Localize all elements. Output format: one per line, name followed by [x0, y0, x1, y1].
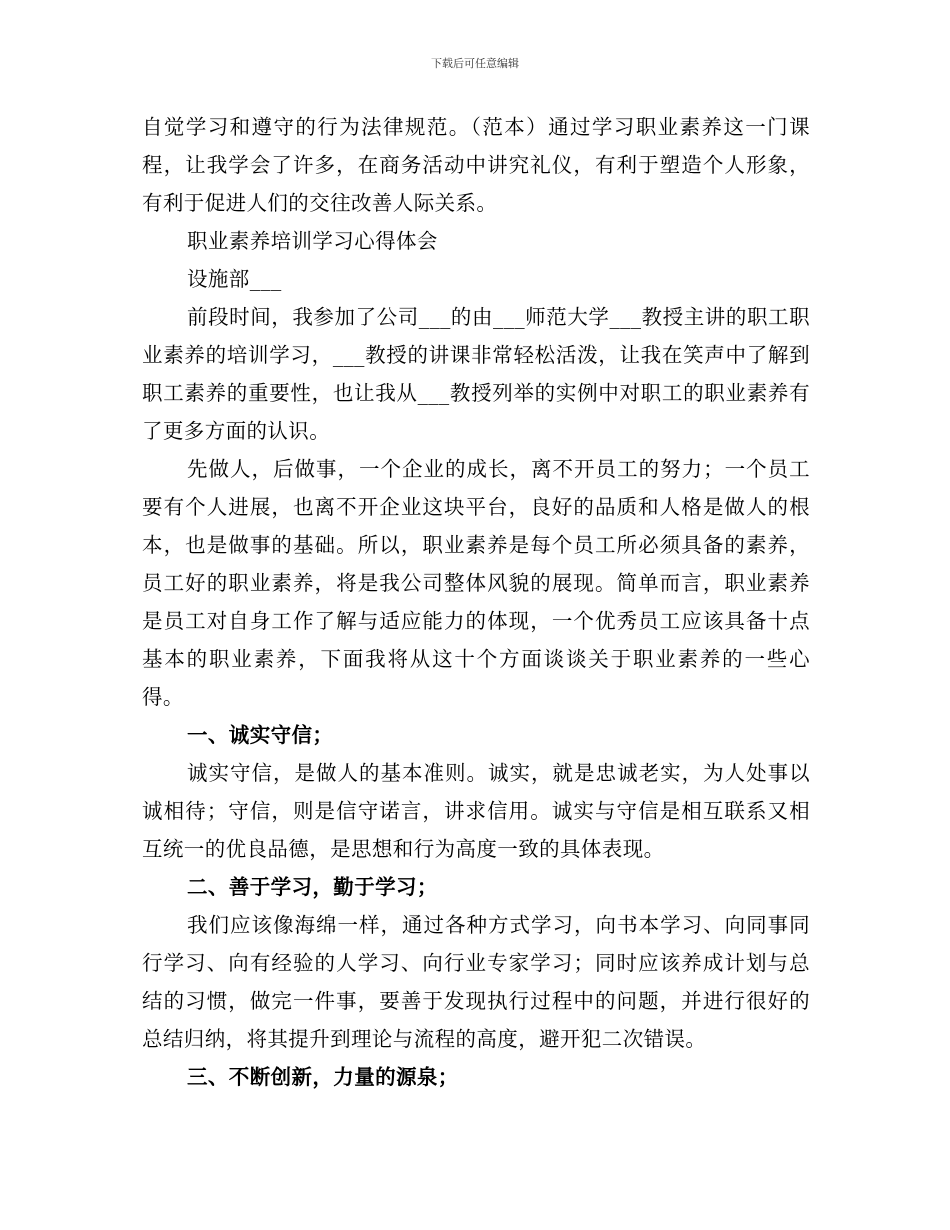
heading-honesty: 一、诚实守信； — [187, 723, 334, 747]
department-line: 设施部___ — [187, 267, 282, 291]
paragraph-training: 前段时间，我参加了公司___的由___师范大学___教授主讲的职工职业素养的培训学习，___教授的讲课非常轻松活泼，让我在笑声中了解到职工素养的重要性，也让我从___教授列举的实例中对职工的职业素养有了更多方面的认识。 — [142, 305, 810, 443]
paragraph-honesty: 诚实守信，是做人的基本准则。诚实，就是忠诚老实，为人处事以诚相待；守信，则是信守诺言，讲求信用。诚实与守信是相互联系又相互统一的优良品德，是思想和行为高度一致的具体表现。 — [142, 761, 810, 861]
page-header-note: 下载后可任意编辑 — [431, 57, 519, 70]
heading-learning: 二、善于学习，勤于学习； — [187, 875, 438, 899]
paragraph-character: 先做人，后做事，一个企业的成长，离不开员工的努力；一个员工要有个人进展，也离不开企业这块平台，良好的品质和人格是做人的根本，也是做事的基础。所以，职业素养是每个员工所必须具备的素养，员工好的职业素养，将是我公司整体风貌的展现。简单而言，职业素养是员工对自身工作了解与适应能力的体现，一个优秀员工应该具备十点基本的职业素养，下面我将从这十个方面谈谈关于职业素养的一些心得。 — [142, 457, 810, 709]
heading-innovation: 三、不断创新，力量的源泉； — [187, 1065, 459, 1089]
document-body — [142, 108, 810, 1096]
document-title: 职业素养培训学习心得体会 — [187, 229, 438, 253]
paragraph-learning: 我们应该像海绵一样，通过各种方式学习，向书本学习、向同事同行学习、向有经验的人学习、向行业专家学习；同时应该养成计划与总结的习惯，做完一件事，要善于发现执行过程中的问题，并进行很好的总结归纳，将其提升到理论与流程的高度，避开犯二次错误。 — [142, 913, 810, 1051]
paragraph-intro: 自觉学习和遵守的行为法律规范。（范本）通过学习职业素养这一门课程，让我学会了许多，在商务活动中讲究礼仪，有利于塑造个人形象，有利于促进人们的交往改善人际关系。 — [142, 115, 810, 215]
